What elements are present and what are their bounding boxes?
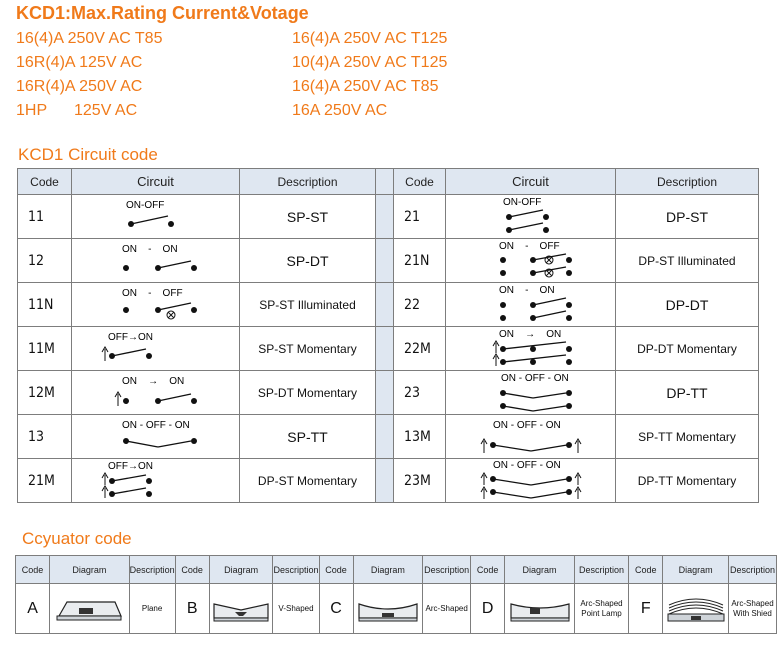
act-header-diagram: Diagram	[353, 556, 423, 584]
circuit-code: 23	[394, 371, 446, 415]
rating-right-3: 16(4)A 250V AC T85	[292, 78, 439, 95]
circuit-diagram	[72, 415, 240, 459]
circuit-description: DP-ST Illuminated	[616, 239, 759, 283]
rating-left-2: 16R(4)A 125V AC	[16, 54, 143, 71]
header-description: Description	[240, 169, 376, 195]
table-row	[18, 415, 759, 459]
table-row	[18, 327, 759, 371]
actuator-diagram-arc-shaped	[353, 584, 423, 634]
circuit-description: SP-DT Momentary	[240, 371, 376, 415]
circuit-description: DP-TT	[616, 371, 759, 415]
circuit-description: SP-DT	[240, 239, 376, 283]
actuator-diagram-v-shaped	[209, 584, 273, 634]
act-header-diagram: Diagram	[663, 556, 729, 584]
circuit-label: ON - OFF	[121, 287, 183, 299]
table-divider	[376, 327, 394, 371]
circuit-diagram	[446, 239, 616, 283]
circuit-diagram	[446, 195, 616, 239]
circuit-description: SP-ST Illuminated	[240, 283, 376, 327]
actuator-description: V-Shaped	[273, 584, 319, 634]
actuator-diagram-arc-with-shield	[663, 584, 729, 634]
table-row	[18, 195, 759, 239]
table-row	[16, 584, 777, 634]
circuit-description: DP-DT	[616, 283, 759, 327]
circuit-label: ON - OFF - ON	[121, 419, 190, 431]
circuit-description: DP-TT Momentary	[616, 459, 759, 503]
circuit-code: 22	[394, 283, 446, 327]
act-header-code: Code	[471, 556, 505, 584]
header-circuit-2: Circuit	[446, 169, 616, 195]
header-code: Code	[18, 169, 72, 195]
actuator-description: Arc-Shaped	[423, 584, 471, 634]
circuit-diagram	[72, 239, 240, 283]
act-header-description: Description	[423, 556, 471, 584]
actuator-code: A	[16, 584, 50, 634]
table-divider	[376, 195, 394, 239]
circuit-label: ON → ON	[498, 328, 561, 340]
circuit-diagram	[72, 459, 240, 503]
actuator-description: Plane	[129, 584, 175, 634]
act-header-description: Description	[729, 556, 777, 584]
circuit-code: 13M	[394, 415, 446, 459]
act-header-description: Description	[574, 556, 628, 584]
rating-right-1: 16(4)A 250V AC T125	[292, 30, 448, 47]
circuit-description: SP-ST Momentary	[240, 327, 376, 371]
actuator-description: Arc-Shaped With Shied	[729, 584, 777, 634]
circuit-diagram	[446, 459, 616, 503]
table-divider	[376, 239, 394, 283]
actuator-header-row	[16, 556, 777, 584]
circuit-label: ON-OFF	[502, 196, 541, 208]
circuit-code: 11M	[18, 327, 72, 371]
actuator-code-table	[15, 555, 777, 634]
circuit-description: DP-ST Momentary	[240, 459, 376, 503]
circuit-code: 11N	[18, 283, 72, 327]
circuit-code: 13	[18, 415, 72, 459]
circuit-code: 12	[18, 239, 72, 283]
circuit-description: SP-TT Momentary	[616, 415, 759, 459]
table-row	[18, 459, 759, 503]
rating-left-1: 16(4)A 250V AC T85	[16, 30, 163, 47]
act-header-code: Code	[16, 556, 50, 584]
circuit-description: SP-ST	[240, 195, 376, 239]
circuit-code: 21M	[18, 459, 72, 503]
circuit-description: SP-TT	[240, 415, 376, 459]
circuit-diagram	[72, 283, 240, 327]
table-row	[18, 371, 759, 415]
circuit-code: 23M	[394, 459, 446, 503]
header-code-2: Code	[394, 169, 446, 195]
circuit-label: OFF→ON	[107, 331, 153, 343]
rating-left-4-a: 1HP	[16, 102, 48, 119]
circuit-label: ON-OFF	[125, 199, 164, 211]
actuator-diagram-arc-point-lamp	[505, 584, 575, 634]
rating-right-4: 16A 250V AC	[292, 102, 388, 119]
table-divider	[376, 169, 394, 195]
circuit-label: ON - OFF - ON	[492, 460, 561, 471]
header-description-2: Description	[616, 169, 759, 195]
rating-left-4	[16, 102, 137, 120]
actuator-description: Arc-Shaped Point Lamp	[574, 584, 628, 634]
actuator-code: D	[471, 584, 505, 634]
circuit-description: DP-ST	[616, 195, 759, 239]
circuit-diagram	[446, 415, 616, 459]
table-divider	[376, 371, 394, 415]
act-header-diagram: Diagram	[50, 556, 129, 584]
circuit-label: OFF→ON	[107, 460, 153, 472]
circuit-diagram	[72, 371, 240, 415]
circuit-label: ON → ON	[121, 375, 184, 387]
circuit-label: ON - OFF - ON	[492, 419, 561, 431]
rating-left-3: 16R(4)A 250V AC	[16, 78, 143, 95]
circuit-label: ON - OFF	[498, 240, 560, 252]
circuit-code-table	[17, 168, 759, 503]
actuator-code: C	[319, 584, 353, 634]
table-row	[18, 239, 759, 283]
act-header-description: Description	[129, 556, 175, 584]
circuit-label: ON - OFF - ON	[500, 372, 569, 384]
act-header-code: Code	[319, 556, 353, 584]
circuit-diagram	[72, 195, 240, 239]
table-divider	[376, 459, 394, 503]
act-header-code: Code	[629, 556, 663, 584]
circuit-section-title: KCD1 Circuit code	[18, 145, 158, 164]
circuit-code: 21	[394, 195, 446, 239]
circuit-diagram	[446, 327, 616, 371]
circuit-diagram	[446, 371, 616, 415]
circuit-code: 21N	[394, 239, 446, 283]
circuit-diagram	[72, 327, 240, 371]
table-divider	[376, 283, 394, 327]
act-header-diagram: Diagram	[505, 556, 575, 584]
page-title: KCD1:Max.Rating Current&Votage	[16, 3, 309, 23]
actuator-code: B	[175, 584, 209, 634]
circuit-header-row	[18, 169, 759, 195]
circuit-code: 22M	[394, 327, 446, 371]
circuit-diagram	[446, 283, 616, 327]
table-divider	[376, 415, 394, 459]
act-header-code: Code	[175, 556, 209, 584]
circuit-code: 12M	[18, 371, 72, 415]
actuator-diagram-plane	[50, 584, 129, 634]
table-row	[18, 283, 759, 327]
act-header-diagram: Diagram	[209, 556, 273, 584]
circuit-label: ON - ON	[498, 284, 555, 296]
actuator-section-title: Ccyuator code	[22, 529, 132, 548]
actuator-code: F	[629, 584, 663, 634]
rating-right-2: 10(4)A 250V AC T125	[292, 54, 448, 71]
circuit-description: DP-DT Momentary	[616, 327, 759, 371]
circuit-label: ON - ON	[121, 243, 178, 255]
header-circuit: Circuit	[72, 169, 240, 195]
circuit-code: 11	[18, 195, 72, 239]
rating-left-4-b: 125V AC	[74, 102, 138, 119]
act-header-description: Description	[273, 556, 319, 584]
